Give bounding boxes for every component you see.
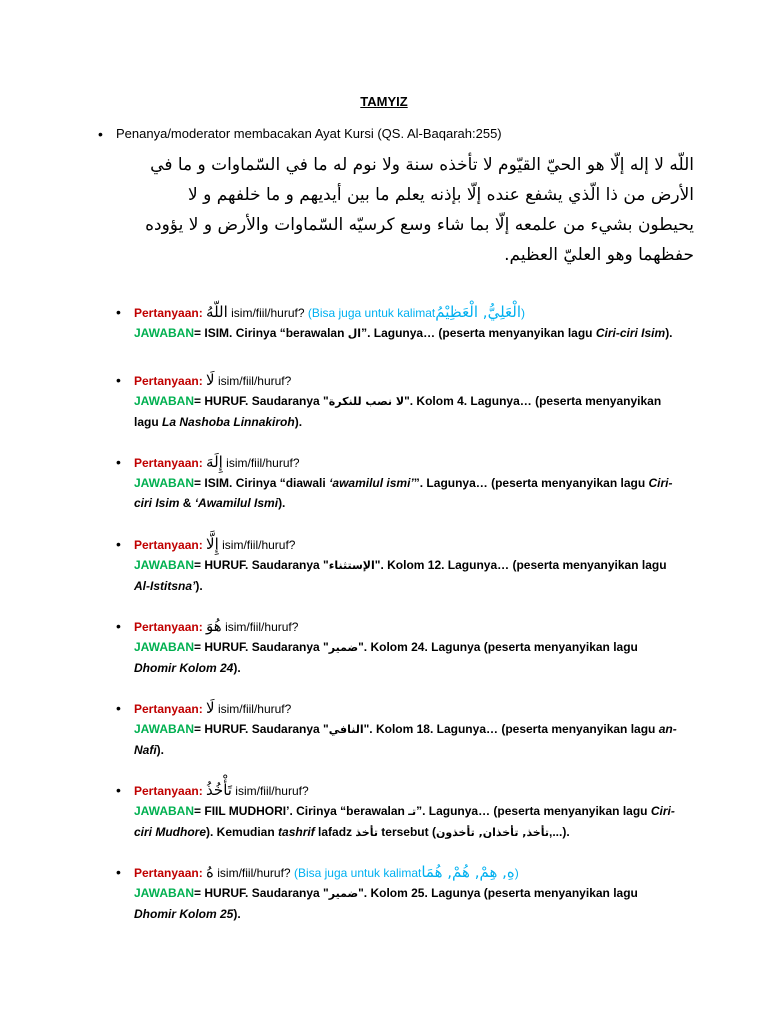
question-label: Pertanyaan: xyxy=(134,620,203,634)
question-line xyxy=(134,370,682,391)
arabic-word: هُ xyxy=(206,863,214,881)
answer-line xyxy=(134,394,661,429)
question-choices: isim/fiil/huruf? xyxy=(225,620,299,634)
question-line xyxy=(134,616,682,637)
answer-text: ". Kolom 12. Lagunya… (peserta menyanyikan lagu xyxy=(374,558,667,572)
answer-arabic: الإستثناء xyxy=(328,559,375,572)
answer-label: JAWABAN xyxy=(134,722,195,736)
question-choices: isim/fiil/huruf? xyxy=(217,702,292,716)
answer-arabic: تأخذ, تأخذان, تأخذون xyxy=(435,826,549,839)
answer-arabic: ضمير xyxy=(328,887,359,900)
answer-text: ). xyxy=(156,743,165,757)
song-title: Ciri-ciri Isim xyxy=(134,476,673,510)
song-title: Dhomir Kolom 24 xyxy=(134,661,234,675)
bullet-icon: • xyxy=(116,782,121,798)
answer-text: ". Kolom 18. Lagunya… (peserta menyanyikan lagu xyxy=(363,722,659,736)
qa-item-4 xyxy=(116,534,682,596)
arabic-word: لَا xyxy=(206,699,215,717)
question-label: Pertanyaan: xyxy=(134,702,203,716)
extra-prefix: (Bisa juga untuk kalimat xyxy=(293,866,422,880)
answer-line xyxy=(134,722,677,757)
answer-text: = ISIM. Cirinya “diawali xyxy=(194,476,330,490)
question-label: Pertanyaan: xyxy=(134,538,203,552)
arabic-word: هُوَ xyxy=(206,617,222,635)
answer-italic: tashrif xyxy=(278,825,315,839)
answer-line xyxy=(134,804,675,839)
arabic-word: اللّهُ xyxy=(206,303,228,321)
bullet-icon: • xyxy=(116,700,121,716)
answer-label: JAWABAN xyxy=(134,558,195,572)
question-choices: isim/fiil/huruf? xyxy=(217,374,292,388)
answer-label: JAWABAN xyxy=(134,804,195,818)
extra-arabic-words: هِ, هِمْ, هُمْ, هُمَا xyxy=(421,863,515,881)
song-title: Ciri-ciri Mudhore xyxy=(134,804,675,839)
song-title: Ciri-ciri Isim xyxy=(595,326,666,340)
question-label: Pertanyaan: xyxy=(134,456,203,470)
question-line xyxy=(134,302,682,323)
answer-line xyxy=(134,476,673,510)
answer-text: = HURUF. Saudaranya " xyxy=(194,558,329,572)
answer-text: = HURUF. Saudaranya " xyxy=(194,886,329,900)
answer-text: ,...). xyxy=(549,825,570,839)
answer-arabic: ضمير xyxy=(328,641,359,654)
answer-label: JAWABAN xyxy=(134,886,195,900)
page-title: TAMYIZ xyxy=(360,94,408,109)
answer-arabic: ال xyxy=(347,327,362,340)
answer-line xyxy=(134,558,667,593)
ayat-kursi-text: اللّه لا إله إلّا هو الحيّ القيّوم لا تأخذه سنة ولا نوم له ما في السّماوات و ما في الأرض من ذا الّذي يشفع عنده إلّا بإذنه يعلم ما بين أيديهم و ما خلفهم و لا يحيطون بشيء من علمعه إلّا بما شاء وسع كرسيّه السّماوات والأرض و لا يؤوده حفظهما وهو العليّ العظيم. xyxy=(145,155,694,265)
extra-suffix: ) xyxy=(521,306,526,320)
arabic-word: إِلَّا xyxy=(206,535,219,553)
answer-label: JAWABAN xyxy=(134,476,195,490)
question-line xyxy=(134,698,682,719)
answer-arabic: تـ xyxy=(408,805,417,818)
arabic-word: تَأْخُذُ xyxy=(206,781,232,799)
question-label: Pertanyaan: xyxy=(134,784,203,798)
answer-line xyxy=(134,886,638,921)
answer-text: ”. Lagunya… (peserta menyanyikan lagu xyxy=(416,804,651,818)
qa-item-7 xyxy=(116,780,682,843)
question-label: Pertanyaan: xyxy=(134,374,203,388)
question-line xyxy=(134,862,682,883)
song-title: Al-Istitsna’ xyxy=(134,579,196,593)
qa-item-8 xyxy=(116,862,682,924)
answer-arabic: لا نصب للنكرة xyxy=(328,395,405,408)
answer-text: = FIIL MUDHORI’. Cirinya “berawalan xyxy=(194,804,409,818)
answer-line xyxy=(134,640,638,675)
qa-item-3 xyxy=(116,452,682,513)
answer-text: lafadz xyxy=(314,825,356,839)
answer-text: = HURUF. Saudaranya " xyxy=(194,722,329,736)
qa-item-2 xyxy=(116,370,682,432)
arabic-word: لَا xyxy=(206,371,215,389)
qa-item-1 xyxy=(116,302,682,344)
answer-text: ). xyxy=(233,661,241,675)
intro-line xyxy=(98,126,502,142)
qa-item-6 xyxy=(116,698,682,760)
answer-label: JAWABAN xyxy=(134,394,195,408)
song-title: ‘Awamilul Ismi xyxy=(194,496,279,510)
answer-text: ”. Lagunya… (peserta menyanyikan lagu xyxy=(413,476,649,490)
song-title: Dhomir Kolom 25 xyxy=(134,907,234,921)
bullet-icon: • xyxy=(116,454,121,470)
bullet-icon: • xyxy=(116,304,121,320)
intro-text: Penanya/moderator membacakan Ayat Kursi (QS. Al-Baqarah:255) xyxy=(116,126,502,141)
answer-text: = ISIM. Cirinya “berawalan xyxy=(194,326,348,340)
qa-item-5 xyxy=(116,616,682,678)
arabic-word: إِلَهَ xyxy=(206,453,223,471)
answer-text: = HURUF. Saudaranya " xyxy=(194,394,329,408)
answer-arabic: تأخذ xyxy=(355,826,378,839)
answer-text: ). Kemudian xyxy=(206,825,279,839)
answer-text: ). xyxy=(665,326,673,340)
answer-italic: ‘awamilul ismi’ xyxy=(329,476,414,490)
extra-arabic-words: الْعَلِيُّ, الْعَظِيْمُ xyxy=(435,303,522,321)
question-choices: isim/fiil/huruf? xyxy=(222,538,296,552)
question-label: Pertanyaan: xyxy=(134,306,203,320)
extra-suffix: ) xyxy=(514,866,519,880)
answer-text: ". Kolom 4. Lagunya… (peserta menyanyikan lagu xyxy=(134,394,662,429)
question-label: Pertanyaan: xyxy=(134,866,203,880)
question-choices: isim/fiil/huruf? xyxy=(235,784,309,798)
question-line xyxy=(134,534,682,555)
answer-text: ). xyxy=(195,579,203,593)
bullet-icon: • xyxy=(116,864,121,880)
bullet-icon: • xyxy=(116,372,121,388)
question-choices: isim/fiil/huruf? xyxy=(217,866,291,880)
answer-text: ). xyxy=(294,415,303,429)
bullet-icon: • xyxy=(98,126,103,142)
extra-prefix: (Bisa juga untuk kalimat xyxy=(307,306,436,320)
answer-label: JAWABAN xyxy=(134,640,195,654)
question-line xyxy=(134,452,682,473)
question-line xyxy=(134,780,682,801)
answer-text: ”. Lagunya… (peserta menyanyikan lagu xyxy=(361,326,596,340)
answer-text: = HURUF. Saudaranya " xyxy=(194,640,329,654)
question-choices: isim/fiil/huruf? xyxy=(231,306,305,320)
answer-text: ". Kolom 24. Lagunya (peserta menyanyikan lagu xyxy=(358,640,638,654)
answer-text: ". Kolom 25. Lagunya (peserta menyanyikan lagu xyxy=(358,886,638,900)
answer-text: & xyxy=(179,496,195,510)
answer-line xyxy=(134,326,673,340)
song-title: an-Nafi xyxy=(134,722,677,757)
bullet-icon: • xyxy=(116,618,121,634)
answer-text: tersebut ( xyxy=(377,825,436,839)
answer-arabic: النافي xyxy=(328,723,364,736)
bullet-icon: • xyxy=(116,536,121,552)
song-title: La Nashoba Linnakiroh xyxy=(162,415,295,429)
answer-label: JAWABAN xyxy=(134,326,195,340)
question-choices: isim/fiil/huruf? xyxy=(226,456,300,470)
answer-text: ). xyxy=(233,907,241,921)
answer-text: ). xyxy=(278,496,286,510)
